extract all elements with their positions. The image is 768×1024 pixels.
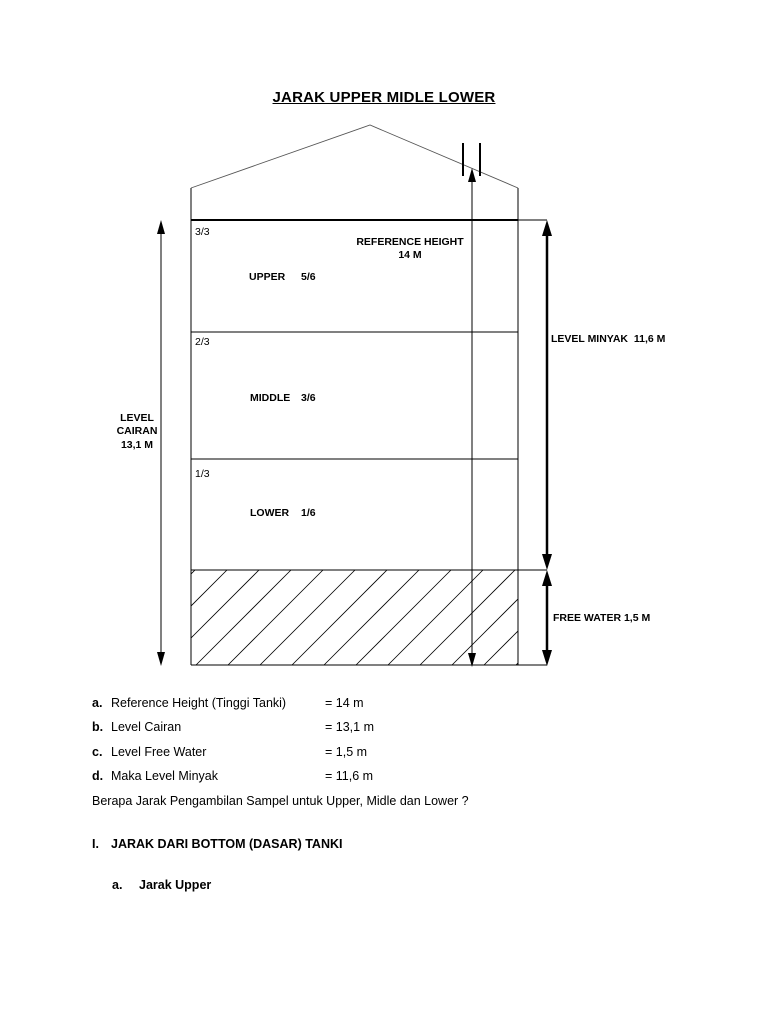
subsection-number: a.: [112, 878, 123, 892]
list-value: = 11,6 m: [325, 769, 374, 783]
reference-arrow-head-top: [468, 168, 476, 182]
cairan-arrow-head-bottom: [157, 652, 165, 666]
middle-sample: 3/6: [301, 392, 316, 404]
minyak-arrow-head-top: [542, 220, 552, 236]
list-letter: a.: [92, 696, 103, 710]
list-label: Reference Height (Tinggi Tanki): [111, 696, 287, 710]
water-arrow-head-top: [542, 570, 552, 586]
document-title: JARAK UPPER MIDLE LOWER: [272, 89, 496, 106]
reference-height-label: REFERENCE HEIGHT: [356, 236, 464, 248]
fraction-3-3: 3/3: [195, 226, 210, 238]
free-water-hatch: [100, 570, 611, 665]
section-text: JARAK DARI BOTTOM (DASAR) TANKI: [111, 837, 343, 851]
level-cairan-value: 13,1 M: [120, 439, 154, 451]
section-number: I.: [92, 837, 99, 851]
list-letter: d.: [92, 769, 104, 783]
list-letter: b.: [92, 720, 104, 734]
lower-label: LOWER: [250, 507, 290, 519]
list-value: = 1,5 m: [325, 745, 368, 759]
question-text: Berapa Jarak Pengambilan Sampel untuk Upper, Midle dan Lower ?: [92, 794, 469, 808]
water-arrow-head-bottom: [542, 650, 552, 666]
fraction-1-3: 1/3: [195, 468, 210, 480]
cairan-arrow-head-top: [157, 220, 165, 234]
free-water-label: FREE WATER 1,5 M: [553, 612, 651, 624]
list-value: = 14 m: [325, 696, 364, 710]
upper-label: UPPER: [249, 271, 286, 283]
list-label: Maka Level Minyak: [111, 769, 218, 783]
list-letter: c.: [92, 745, 103, 759]
middle-label: MIDDLE: [250, 392, 291, 404]
level-cairan-label-2: CAIRAN: [116, 425, 158, 437]
reference-height-value: 14 M: [398, 249, 422, 261]
level-minyak-label: LEVEL MINYAK 11,6 M: [551, 333, 666, 345]
upper-sample: 5/6: [301, 271, 316, 283]
subsection-text: Jarak Upper: [139, 878, 212, 892]
level-cairan-label-1: LEVEL: [120, 412, 154, 424]
list-value: = 13,1 m: [325, 720, 374, 734]
minyak-arrow-head-bottom: [542, 554, 552, 570]
tank-roof: [191, 125, 518, 188]
lower-sample: 1/6: [301, 507, 316, 519]
list-label: Level Cairan: [111, 720, 182, 734]
list-label: Level Free Water: [111, 745, 207, 759]
fraction-2-3: 2/3: [195, 336, 210, 348]
